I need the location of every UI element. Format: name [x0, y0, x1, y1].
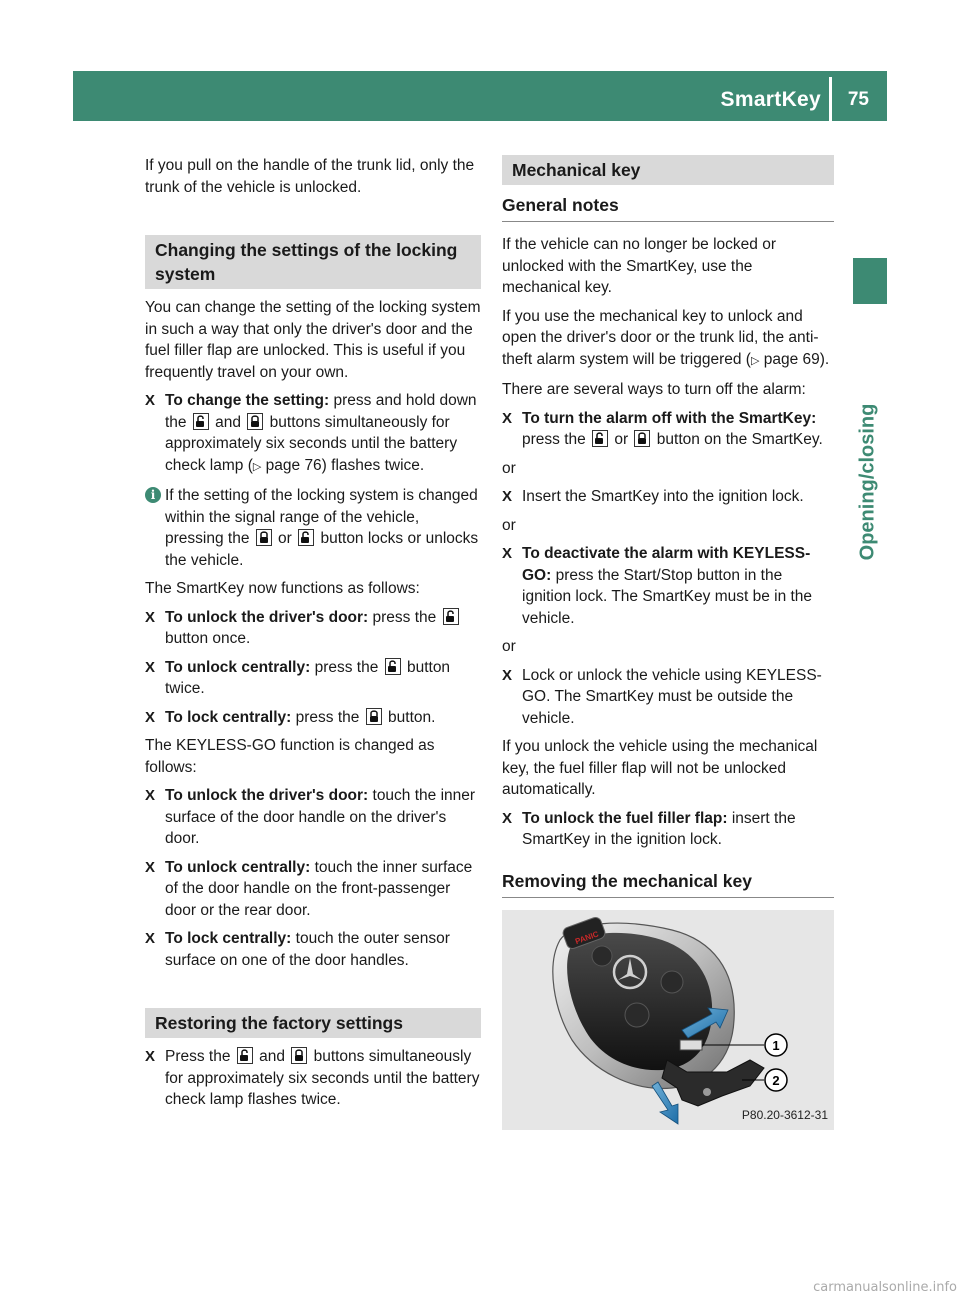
- locking-paragraph: You can change the setting of the locking system in such a way that only the driver's door and the fuel filler flap are unlocked. This is useful if you frequently travel on your own.: [145, 299, 481, 381]
- step-marker-icon: X: [145, 608, 156, 626]
- header-title: SmartKey: [720, 88, 821, 111]
- info-icon: i: [145, 487, 161, 503]
- page-number: 75: [847, 89, 869, 110]
- step-insert-smartkey: X Insert the SmartKey into the ignition lock.: [502, 486, 834, 508]
- step-marker-icon: X: [145, 787, 156, 804]
- callout-label-2: 2: [772, 1072, 780, 1088]
- step-marker-icon: X: [145, 392, 156, 409]
- mechanical-p3: There are several ways to turn off the alarm:: [502, 381, 806, 398]
- unlock-icon: [592, 430, 608, 447]
- header-bar: [73, 71, 887, 121]
- page-ref-icon: ▷: [252, 460, 262, 473]
- mechanical-p4: If you unlock the vehicle using the mechanical key, the fuel filler flap will not be unlocked automatically.: [502, 738, 818, 798]
- lock-icon: [366, 708, 382, 725]
- side-tab: [853, 258, 887, 304]
- panic-label: PANIC: [574, 928, 600, 946]
- step-keyless-lock-centrally: X To lock centrally: touch the outer sensor surface on one of the door handles.: [145, 930, 450, 969]
- button-unlock: [592, 946, 612, 966]
- or-text: or: [502, 459, 516, 477]
- unlock-icon: [443, 608, 459, 625]
- step-restore-factory: X Press the and buttons simultaneously for approximately six seconds until the battery check lamp flashes twice.: [145, 1048, 480, 1108]
- step-unlock-centrally: X To unlock centrally: press the button twice.: [145, 658, 451, 697]
- intro-paragraph: If you pull on the handle of the trunk lid, only the trunk of the vehicle is unlocked.: [145, 157, 475, 196]
- step-lock-centrally: X To lock centrally: press the button.: [145, 707, 481, 729]
- step-change-setting: X To change the setting: press and hold down the and buttons simultaneously for approximately six seconds until the battery check lamp (▷ page 76) flashes twice.: [145, 392, 477, 474]
- step-unlock-fuel-flap: X To unlock the fuel filler flap: insert the SmartKey in the ignition lock.: [502, 809, 796, 848]
- subheading-general-notes: General notes: [502, 193, 834, 222]
- section-heading-locking: Changing the settings of the locking system: [145, 235, 481, 289]
- callout-label-1: 1: [772, 1037, 780, 1053]
- subheading-removing-key: Removing the mechanical key: [502, 869, 834, 898]
- or-text: or: [502, 638, 516, 655]
- or-text: or: [502, 516, 516, 534]
- step-marker-icon: X: [145, 858, 156, 876]
- section-heading-mechanical-key: Mechanical key: [502, 155, 834, 185]
- step-lock-unlock-keyless: X Lock or unlock the vehicle using KEYLESS-GO. The SmartKey must be outside the vehicle.: [502, 666, 822, 727]
- keyless-intro: The KEYLESS-GO function is changed as follows:: [145, 737, 435, 776]
- smartkey-illustration: [502, 910, 834, 1130]
- step-marker-icon: X: [145, 930, 156, 947]
- page-ref-icon: ▷: [750, 354, 760, 367]
- lock-icon: [256, 529, 272, 546]
- lock-icon: [634, 430, 650, 447]
- key-figure: [502, 910, 834, 1130]
- step-marker-icon: X: [502, 409, 513, 427]
- step-marker-icon: X: [145, 708, 156, 726]
- left-column: [145, 155, 481, 1118]
- mechanical-p2: If you use the mechanical key to unlock and open the driver's door or the trunk lid, the anti-theft alarm system will be triggered (▷ page 69).: [502, 307, 830, 368]
- info-note: i If the setting of the locking system is changed within the signal range of the vehicle, pressing the or button locks or unlocks the vehicle.: [145, 485, 481, 571]
- step-marker-icon: X: [502, 809, 513, 827]
- unlock-icon: [237, 1047, 253, 1064]
- unlock-icon: [298, 529, 314, 546]
- step-deactivate-keyless: X To deactivate the alarm with KEYLESS-GO: press the Start/Stop button in the ignition lock. The SmartKey must be in the vehicle.: [502, 545, 813, 627]
- key-ring-hole: [703, 1088, 711, 1096]
- button-trunk: [625, 1003, 649, 1027]
- step-marker-icon: X: [145, 658, 156, 676]
- figure-code: P80.20-3612-31: [741, 1108, 828, 1122]
- lock-icon: [247, 413, 263, 430]
- mechanical-p1: If the vehicle can no longer be locked or unlocked with the SmartKey, use the mechanical key.: [502, 236, 777, 296]
- step-alarm-off-smartkey: X To turn the alarm off with the SmartKey: press the or button on the SmartKey.: [502, 409, 823, 448]
- smartkey-functions-intro: The SmartKey now functions as follows:: [145, 580, 420, 597]
- button-lock: [661, 971, 683, 993]
- section-heading-factory: Restoring the factory settings: [145, 1008, 481, 1038]
- step-marker-icon: X: [502, 666, 513, 684]
- step-marker-icon: X: [502, 545, 513, 562]
- right-column: [502, 155, 834, 1130]
- step-marker-icon: X: [145, 1048, 156, 1065]
- header-separator: [829, 77, 832, 121]
- unlock-icon: [385, 658, 401, 675]
- step-marker-icon: X: [502, 488, 513, 505]
- release-latch: [680, 1040, 702, 1050]
- lock-icon: [291, 1047, 307, 1064]
- side-label: Opening/closing: [856, 403, 879, 561]
- unlock-icon: [193, 413, 209, 430]
- step-keyless-unlock-centrally: X To unlock centrally: touch the inner surface of the door handle on the front-passenger door or the rear door.: [145, 858, 473, 919]
- step-keyless-unlock-driver: X To unlock the driver's door: touch the inner surface of the door handle on the driver's door.: [145, 787, 476, 847]
- footer-watermark[interactable]: carmanualsonline.info: [813, 1279, 957, 1295]
- step-unlock-driver-door: X To unlock the driver's door: press the button once.: [145, 607, 481, 650]
